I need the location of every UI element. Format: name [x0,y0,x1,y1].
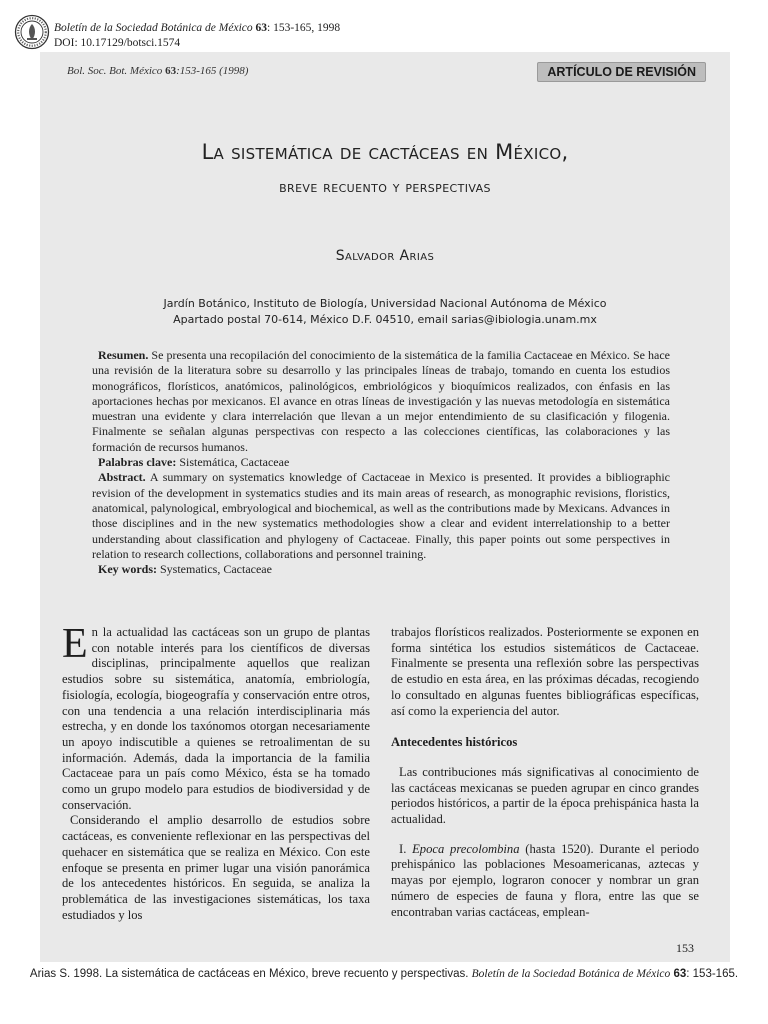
body-column-left [62,621,370,923]
section-heading: Antecedentes históricos [391,735,518,750]
article-type-badge: ARTÍCULO DE REVISIÓN [537,62,706,82]
abstract-block [92,348,670,577]
body-paragraph: trabajos florísticos realizados. Posteriormente se exponen en forma sintética los estudios sistemáticos de Cactaceae. Finalmente se presenta una reflexión sobre las perspectivas de estudio en esta área, en las próximas décadas, recogiendo lo consultado en algunas fuentes bibliográficas específicas, así como la experiencia del autor. [391,625,699,718]
resumen-paragraph: Resumen. Se presenta una recopilación del conocimiento de la sistemática de la familia Cactaceae en México. Se hace una revisión de la literatura sobre su desarrollo y las principales líneas de trabajo, tomando en cuenta los estudios monográficos, florísticos, anatómicos, palinológicos, embriológicos y bioquímicos realizados, con énfasis en las aportaciones hechas por mexicanos. El avance en otras líneas de investigación y las nuevas metodología en sistemática muestran una evidente y clara interrelación que llevan a un mejor entendimiento de su clasificación y filogenia. Finalmente se señalan algunas perspectivas con respecto a las colecciones científicas, las colaboraciones y las formación de recursos humanos. [92,348,670,454]
abstract-paragraph: Abstract. A summary on systematics knowledge of Cactaceae in Mexico is presented. It provides a bibliographic revision of the development in systematics studies and its main areas of research, as monographic revisions, floristics, anatomical, palynological, embryological and biochemical, as well as the contributions made by Mexicans. Advances in those disciplines and in the new systematics methodologies show a clear and evident interrelationship to a better understanding about classification and phylogeny of Cactaceae. Finally, this paper points out some perspectives in relation to research collections, collaborations and personnel training. [92,470,670,561]
key-words: Key words: Systematics, Cactaceae [98,562,272,577]
drop-cap: E [62,621,88,667]
page-number: 153 [676,941,694,955]
body-paragraph: Las contribuciones más significativas al conocimiento de las cactáceas mexicanas se pueden agrupar en cinco grandes periodos históricos, a partir de la época prehispánica hasta la actualidad. [391,764,699,827]
article-subtitle: breve recuento y perspectivas [279,177,491,196]
author-name: Salvador Arias [335,248,435,264]
journal-reference: Boletín de la Sociedad Botánica de México 63: 153-165, 1998 [54,22,341,34]
doi-link[interactable]: DOI: 10.17129/botsci.1574 [54,37,181,49]
running-head: Bol. Soc. Bot. México 63:153-165 (1998) [67,65,249,77]
body-paragraph: Considerando el amplio desarrollo de estudios sobre cactáceas, es conveniente reflexionar en las perspectivas del quehacer en sistemática que se realiza en México. Con este enfoque se presenta en primer lugar una visión panorámica de los antecedentes históricos. En seguida, se analiza la problemática de las investigaciones sistemáticas, los taxa estudiados y los [62,813,370,922]
body-paragraph: En la actualidad las cactáceas son un grupo de plantas con notable interés para los científicos de diversas disciplinas, principalmente aquellos que realizan estudios sobre su sistemática, anatomía, embriología, fisiología, ecología, biogeografía y conservación entre otros, con una tendencia a una relación interdisciplinaria más estrecha, y en donde los taxónomos otorgan necesariamente un apoyo indiscutible a quienes se retroalimentan de su información. Además, dada la importancia de la familia Cactaceae para un país como México, ésta se ha tomado como un grupo modelo para estudios de biodiversidad y de conservación. [62,621,370,812]
body-column-right [391,625,699,920]
citation-footer: Arias S. 1998. La sistemática de cactáceas en México, breve recuento y perspectivas. Boletín de la Sociedad Botánica de México 63: 153-165. [29,968,739,980]
palabras-clave: Palabras clave: Sistemática, Cactaceae [98,455,290,470]
author-address: Apartado postal 70-614, México D.F. 04510, email sarias@ibiologia.unam.mx [173,313,597,326]
article-title: La sistemática de cactáceas en México, [201,140,569,164]
document-header [0,0,768,52]
article-page [40,52,730,962]
society-seal-logo [14,14,50,50]
author-affiliation: Jardín Botánico, Instituto de Biología, Universidad Nacional Autónoma de México [163,297,607,310]
body-paragraph: I. Epoca precolombina (hasta 1520). Durante el periodo prehispánico las poblaciones Mesoamericanas, aztecas y mayas por ejemplo, lograron conocer y nombrar un gran número de especies de fauna y flora, entre las que se encontraban varias cactáceas, emplean- [391,841,699,919]
